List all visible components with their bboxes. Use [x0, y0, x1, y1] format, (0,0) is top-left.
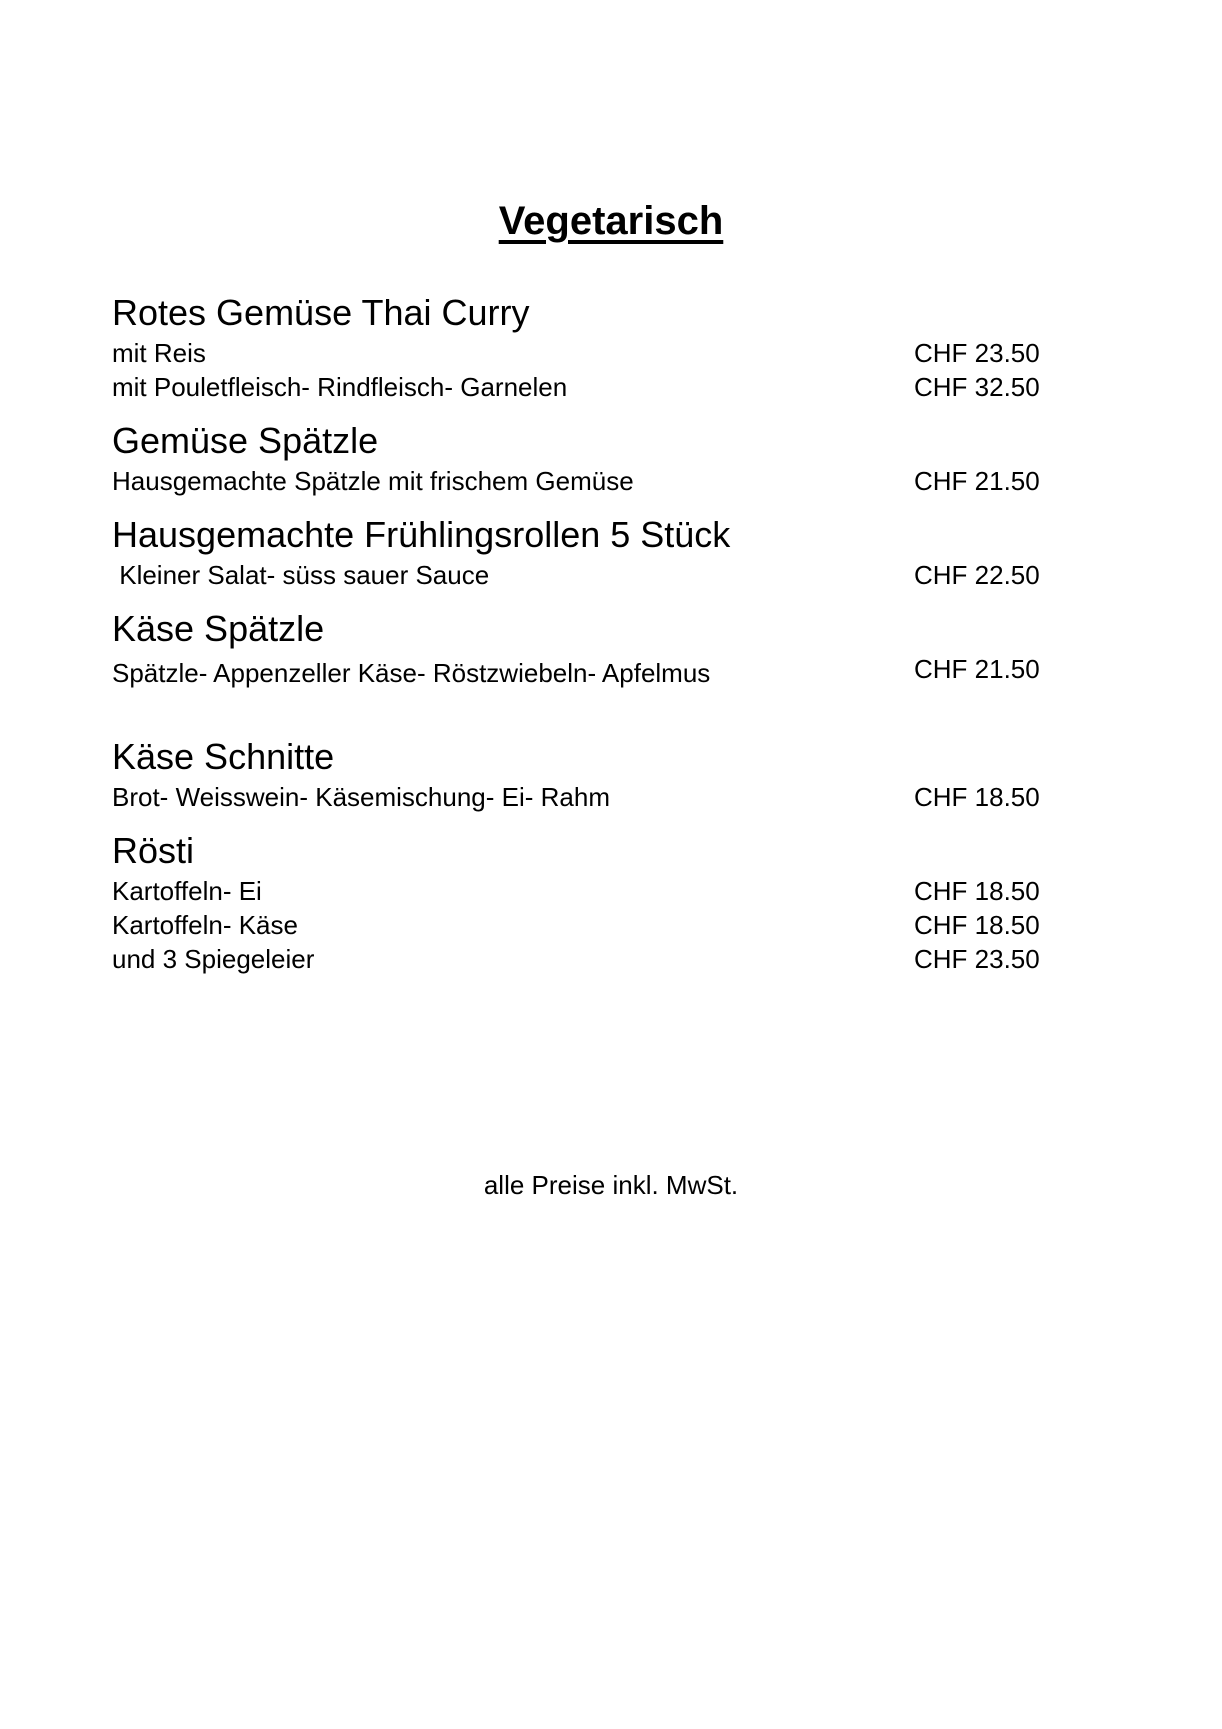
menu-item-line: [112, 942, 1062, 976]
menu-item: [112, 828, 1062, 976]
menu-item-name: Gemüse Spätzle: [112, 420, 379, 461]
menu-item-price: CHF 18.50: [914, 876, 1040, 906]
menu-item-description: und 3 Spiegeleier: [112, 944, 315, 974]
menu-item: [112, 290, 1062, 404]
menu-item-price: CHF 23.50: [914, 338, 1040, 368]
menu-item-line: [112, 336, 1062, 370]
menu-item-description: mit Pouletfleisch- Rindfleisch- Garnelen: [112, 372, 568, 402]
menu-item-price: CHF 23.50: [914, 944, 1040, 974]
menu-item-description: mit Reis: [112, 338, 206, 368]
menu-item-description: Brot- Weisswein- Käsemischung- Ei- Rahm: [112, 782, 610, 812]
menu-item-name: Rotes Gemüse Thai Curry: [112, 292, 530, 333]
menu-item-line: [112, 464, 1062, 498]
menu-item-line: [112, 558, 1062, 592]
menu-item-price: CHF 18.50: [914, 782, 1040, 812]
menu-item-name: Hausgemachte Frühlingsrollen 5 Stück: [112, 514, 731, 555]
menu-item-name: Käse Spätzle: [112, 608, 325, 649]
menu-item-description: Hausgemachte Spätzle mit frischem Gemüse: [112, 466, 634, 496]
menu-item-name: Käse Schnitte: [112, 736, 335, 777]
menu-item-line: [112, 780, 1062, 814]
menu-item: [112, 512, 1062, 592]
menu-item-price: CHF 18.50: [914, 910, 1040, 940]
menu-item-description: Kartoffeln- Käse: [112, 910, 298, 940]
menu-item-price: CHF 21.50: [914, 654, 1040, 684]
price-note: alle Preise inkl. MwSt.: [483, 1170, 739, 1200]
menu-item-line: [112, 874, 1062, 908]
page-title: Vegetarisch: [498, 199, 724, 243]
menu-item: [112, 606, 1062, 686]
menu-item-price: CHF 21.50: [914, 466, 1040, 496]
menu-item-description: Kartoffeln- Ei: [112, 876, 262, 906]
menu-item: [112, 418, 1062, 498]
menu-item-description: Kleiner Salat- süss sauer Sauce: [112, 560, 490, 590]
menu-list: [112, 290, 1062, 976]
menu-item-description: Spätzle- Appenzeller Käse- Röstzwiebeln- Apfelmus: [112, 658, 711, 688]
menu-item-line: [112, 908, 1062, 942]
menu-item: [112, 734, 1062, 814]
menu-item-line: [112, 652, 1062, 686]
menu-item-line: [112, 370, 1062, 404]
menu-item-price: CHF 32.50: [914, 372, 1040, 402]
menu-item-name: Rösti: [112, 830, 195, 871]
menu-item-price: CHF 22.50: [914, 560, 1040, 590]
